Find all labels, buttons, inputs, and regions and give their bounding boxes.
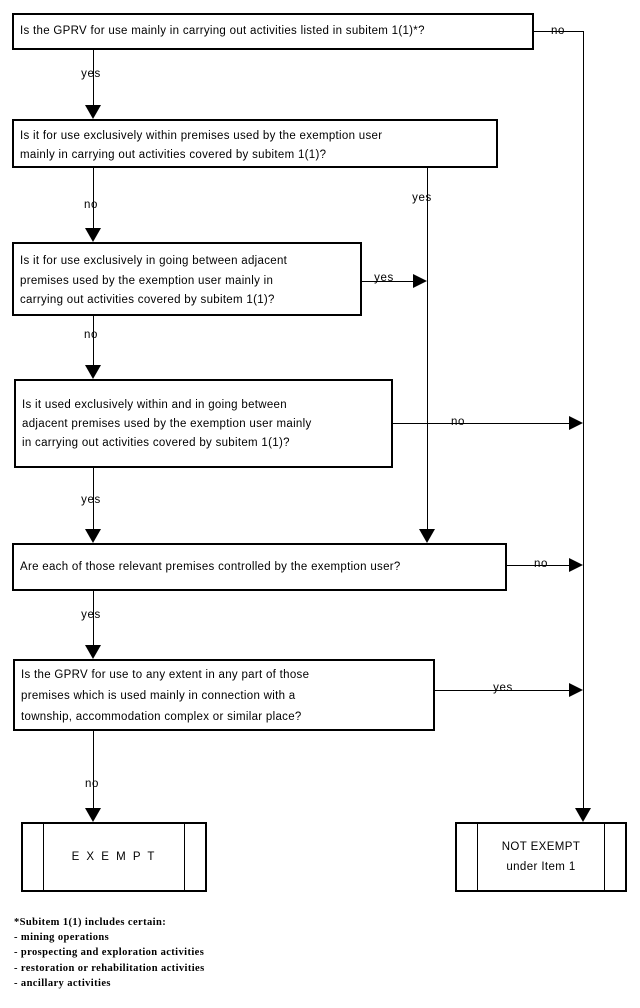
question-text: carrying out activities covered by subitem 1(1)?	[20, 294, 275, 306]
edge-label-q1-yes: yes	[81, 68, 101, 80]
edge-label-q2-yes: yes	[412, 192, 432, 204]
edge-label-q4-no: no	[451, 416, 465, 428]
question-box-2	[12, 119, 498, 168]
arrowhead-right-q6-yes	[569, 683, 583, 697]
not-exempt-label: NOT EXEMPT	[501, 841, 581, 853]
arrowhead-down-not-exempt	[575, 808, 591, 822]
footnote-line: *Subitem 1(1) includes certain:	[14, 917, 167, 928]
edge-label-q4-yes: yes	[81, 494, 101, 506]
footnote-line: - ancillary activities	[14, 977, 111, 989]
question-box-4	[14, 379, 393, 468]
not-exempt-sublabel: under Item 1	[506, 861, 576, 873]
arrowhead-down-q6	[85, 645, 101, 659]
question-text: premises used by the exemption user mainly in	[20, 274, 274, 287]
exempt-label: E X E M P T	[71, 851, 157, 863]
question-text: adjacent premises used by the exemption user mainly	[22, 418, 312, 430]
footnote	[14, 915, 205, 991]
footnote-line: - mining operations	[14, 932, 110, 944]
question-text: township, accommodation complex or similar place?	[21, 711, 302, 723]
question-text: Is the GPRV for use to any extent in any part of those	[21, 669, 310, 681]
edge-label-q6-no: no	[85, 778, 99, 790]
edge-label-q3-yes: yes	[374, 272, 394, 284]
question-box-6	[13, 659, 435, 731]
connector-q2-yes-vertical	[427, 168, 428, 530]
arrowhead-right-q4-no	[569, 416, 583, 430]
terminator-side-bar	[604, 824, 605, 890]
edge-label-q2-no: no	[84, 199, 98, 211]
edge-label-q3-no: no	[84, 329, 98, 341]
question-text: mainly in carrying out activities covered by subitem 1(1)?	[20, 149, 327, 161]
arrowhead-down-q2	[85, 105, 101, 119]
arrowhead-down-q3	[85, 228, 101, 242]
edge-label-q5-yes: yes	[81, 609, 101, 621]
arrowhead-down-exempt	[85, 808, 101, 822]
question-box-1	[12, 13, 534, 50]
connector-q6-no-vertical	[93, 731, 94, 808]
terminator-side-bar	[43, 824, 44, 890]
question-text: in carrying out activities covered by subitem 1(1)?	[22, 437, 290, 449]
arrowhead-right-q3-yes	[413, 274, 427, 288]
footnote-line: - restoration or rehabilitation activities	[14, 962, 205, 974]
question-text: Is it for use exclusively within premises used by the exemption user	[20, 130, 383, 142]
exempt-terminator	[21, 822, 207, 892]
connector-q4-no-horizontal	[393, 423, 570, 424]
not-exempt-terminator	[455, 822, 627, 892]
question-text: Is it used exclusively within and in going between	[22, 399, 287, 411]
question-box-3	[12, 242, 362, 316]
edge-label-q1-no: no	[551, 25, 565, 37]
arrowhead-down-q5-from-q2	[419, 529, 435, 543]
footnote-line: - prospecting and exploration activities	[14, 947, 205, 959]
connector-no-main-vertical	[583, 31, 584, 808]
question-text: premises which is used mainly in connection with a	[21, 690, 296, 702]
terminator-side-bar	[477, 824, 478, 890]
arrowhead-down-q5	[85, 529, 101, 543]
question-box-5	[12, 543, 507, 591]
question-text: Is the GPRV for use mainly in carrying out activities listed in subitem 1(1)*?	[20, 25, 425, 37]
edge-label-q6-yes: yes	[493, 682, 513, 694]
arrowhead-down-q4	[85, 365, 101, 379]
question-text: Are each of those relevant premises controlled by the exemption user?	[20, 560, 401, 573]
terminator-side-bar	[184, 824, 185, 890]
connector-q3-no-vertical	[93, 316, 94, 366]
arrowhead-right-q5-no	[569, 558, 583, 572]
question-text: Is it for use exclusively in going between adjacent	[20, 255, 288, 267]
edge-label-q5-no: no	[534, 558, 548, 570]
